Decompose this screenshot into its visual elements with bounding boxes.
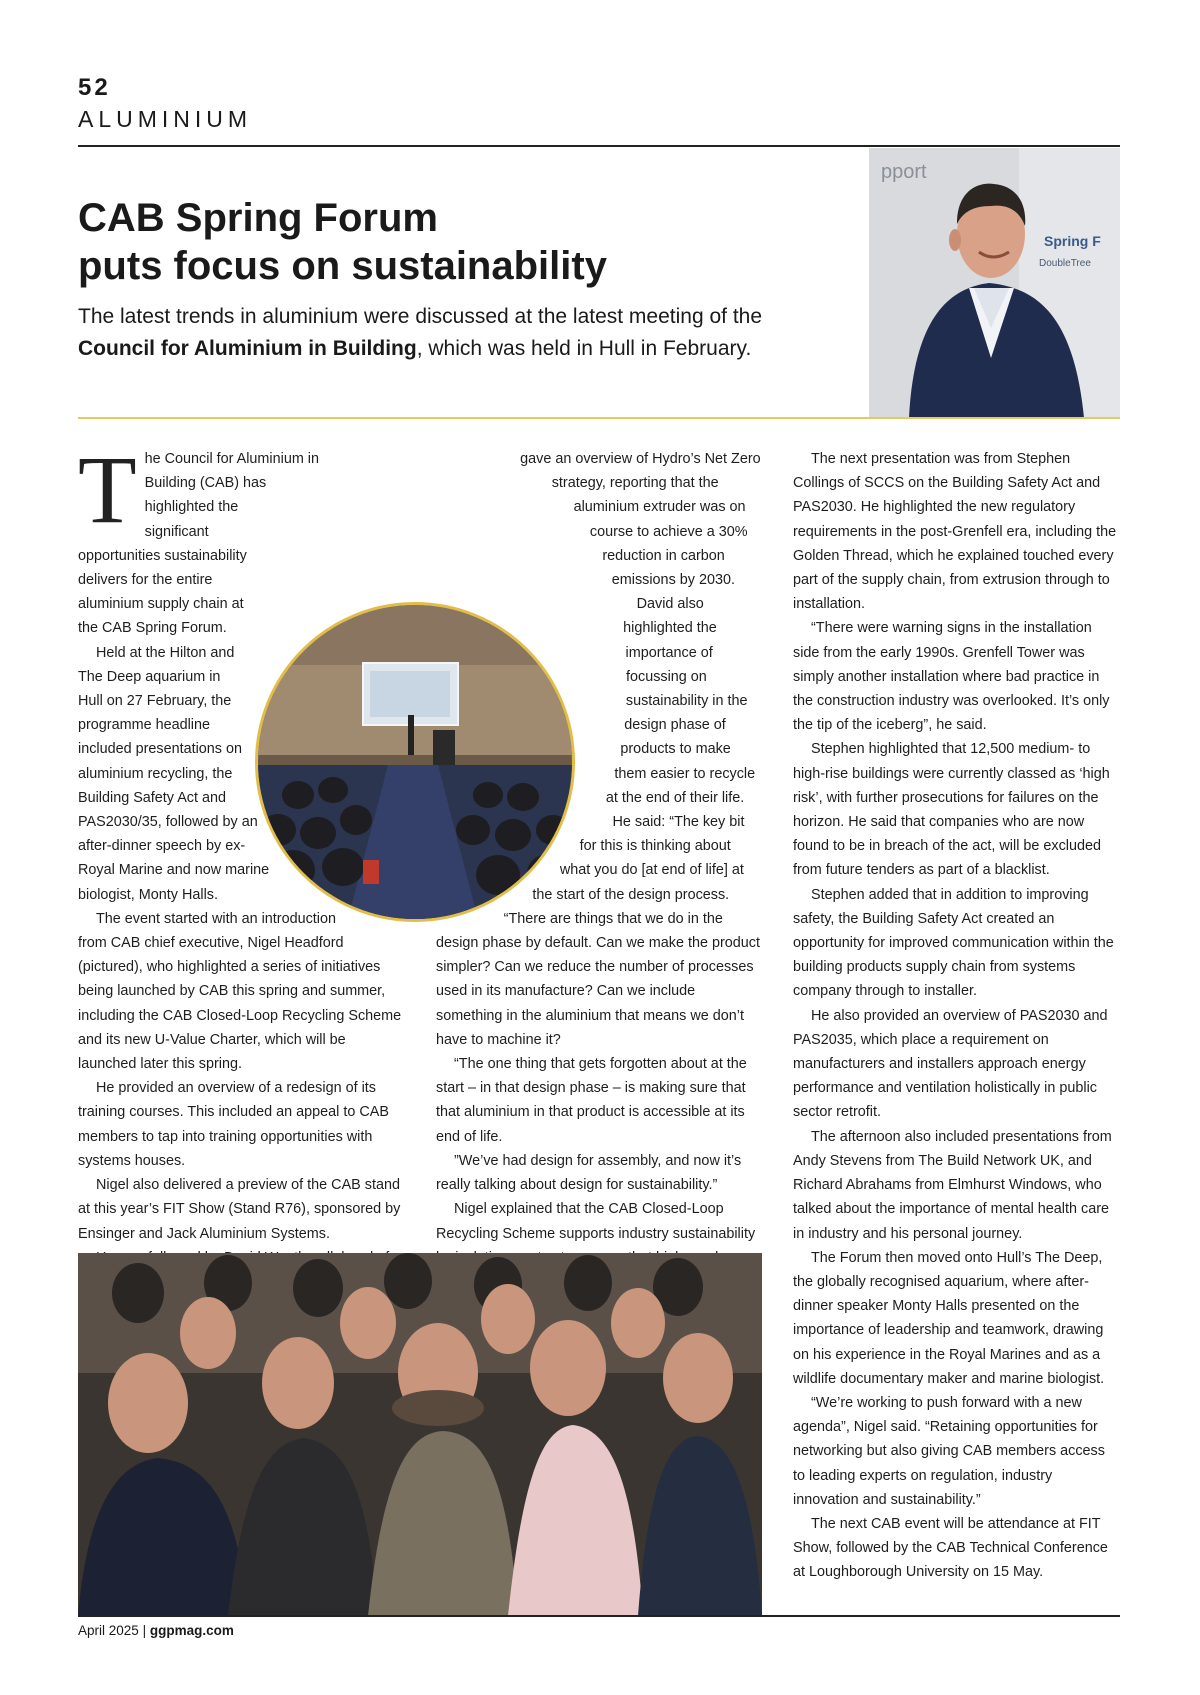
- paragraph: The Forum then moved onto Hull’s The Deep, the globally recognised aquarium, where after-dinner speaker Monty Halls presented on the importance of leadership and teamwork, drawing on his experience in the Royal Marines and as a wildlife documentary maker and marine biologist.: [793, 1249, 1105, 1387]
- paragraph: The afternoon also included presentations from Andy Stevens from The Build Network UK, and Richard Abrahams from Elmhurst Windows, who talked about the importance of mental health care in industry and his personal journey.: [793, 1128, 1112, 1242]
- standfirst-bold: Council for Aluminium in Building: [78, 337, 417, 360]
- paragraph: “The one thing that gets forgotten about at the start – in that design phase – is making sure that that aluminium in that product is accessible at its end of life.: [436, 1056, 747, 1145]
- page-number: 52: [78, 74, 111, 101]
- standfirst-text-1: The latest trends in aluminium were discussed at the latest meeting of the: [78, 305, 763, 328]
- gold-divider: [78, 417, 1120, 419]
- paragraph: The Council for Aluminium in Building (CAB) has highlighted the significant opportunities sustainability delivers for the entire aluminium supply chain at the CAB Spring Forum.: [78, 436, 320, 637]
- drop-cap: T: [78, 436, 137, 543]
- paragraph: The next CAB event will be attendance at FIT Show, followed by the CAB Technical Conference at Loughborough University on 15 May.: [793, 1515, 1108, 1581]
- footer: [78, 1623, 234, 1638]
- footer-date: April 2025: [78, 1623, 139, 1638]
- conference-room-circular-photo: [255, 602, 575, 922]
- article-column-3: [793, 447, 1120, 1585]
- paragraph: He also provided an overview of PAS2030 and PAS2035, which place a requirement on manufacturers and installers approach energy performance and ventilation holistically in public sector retrofit.: [793, 1007, 1108, 1121]
- article-column-2: [436, 447, 761, 1367]
- top-divider: [78, 145, 1120, 147]
- paragraph: Stephen added that in addition to improving safety, the Building Safety Act created an opportunity for improved communication within the building products supply chain from systems company through to installer.: [793, 886, 1114, 1000]
- paragraph: gave an overview of Hydro’s Net Zero strategy, reporting that the aluminium extruder was on course to achieve a 30% reduction in carbon emissions by 2030.: [520, 451, 761, 589]
- portrait-sign-text-2: Spring F: [1044, 233, 1101, 249]
- headline-line-1: CAB Spring Forum: [78, 196, 438, 240]
- paragraph: Nigel also delivered a preview of the CAB stand at this year’s FIT Show (Stand R76), sponsored by Ensinger and Jack Aluminium Systems.: [78, 1177, 401, 1242]
- portrait-sign-text-1: pport: [881, 161, 927, 183]
- standfirst: [78, 301, 798, 365]
- section-label: ALUMINIUM: [78, 106, 253, 132]
- paragraph: The event started with an introduction from CAB chief executive, Nigel Headford (pictured), who highlighted a series of initiatives being launched by CAB this spring and summer, including the CAB Closed-Loop Recycling Scheme and its new U-Value Charter, which will be launched later this spring.: [78, 910, 402, 1073]
- paragraph: He provided an overview of a redesign of its training courses. This included an appeal to CAB members to tap into training opportunities with systems houses.: [78, 1080, 389, 1169]
- bottom-divider: [78, 1615, 1120, 1617]
- paragraph: ”We’ve had design for assembly, and now it’s really talking about design for sustainability.”: [436, 1152, 742, 1194]
- portrait-sign-text-3: DoubleTree: [1039, 258, 1091, 269]
- footer-website-link[interactable]: ggpmag.com: [149, 1623, 234, 1638]
- paragraph: He said: “The key bit for this is thinking about what you do [at end of life] at the start of the design process.: [532, 814, 745, 903]
- headline: [78, 194, 838, 290]
- speaker-portrait-photo: [869, 148, 1120, 418]
- audience-photo: [78, 1253, 762, 1616]
- paragraph: The next presentation was from Stephen Collings of SCCS on the Building Safety Act and PAS2030. He highlighted the new regulatory requirements in the post-Grenfell era, including the Golden Thread, which he explained touched every part of the supply chain, from extrusion through to installation.: [793, 451, 1117, 613]
- paragraph: “We’re working to push forward with a new agenda”, Nigel said. “Retaining opportunities for networking but also giving CAB members access to leading experts on regulation, industry innovation and sustainability.”: [793, 1394, 1105, 1508]
- headline-line-2: puts focus on sustainability: [78, 244, 607, 288]
- paragraph: Stephen highlighted that 12,500 medium- to high-rise buildings were currently classed as ‘high risk’, with further prosecutions for failures on the horizon. He said that companies who are now found to be in breach of the act, will be excluded from future tenders as part of a blacklist.: [793, 741, 1110, 879]
- standfirst-text-2: , which was held in Hull in February.: [416, 337, 752, 360]
- paragraph: Held at the Hilton and The Deep aquarium in Hull on 27 February, the programme headline included presentations on aluminium recycling, the Building Safety Act and PAS2030/35, followed by an after-dinner speech by ex-Royal Marine and now marine biologist, Monty Halls.: [78, 644, 270, 903]
- paragraph: David also highlighted the importance of focussing on sustainability in the design phase of products to make them easier to recycle at the end of their life.: [605, 596, 756, 806]
- paragraph: Nigel explained that the CAB Closed-Loop Recycling Scheme supports industry sustainability: [436, 1201, 756, 1242]
- paragraph: “There were warning signs in the installation side from the early 1990s. Grenfell Tower was simply another installation where bad practice in the construction industry was overlooked. It’s only the tip of the iceberg”, he said.: [793, 620, 1110, 734]
- paragraph: “There are things that we do in the design phase by default. Can we make the product simpler? Can we reduce the number of processes used in its manufacture? Can we include something in the aluminium that means we don’t have to machine it?: [436, 910, 760, 1048]
- footer-separator: |: [142, 1623, 147, 1638]
